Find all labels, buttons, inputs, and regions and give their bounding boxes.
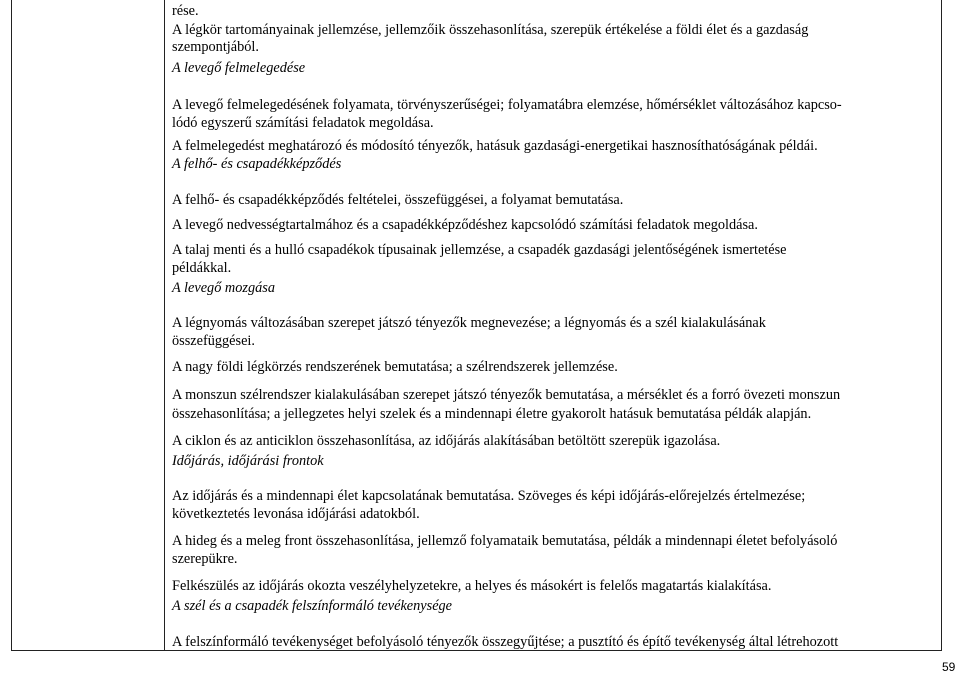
text-line: A nagy földi légkörzés rendszerének bemutatása; a szélrendszerek jellemzése. (172, 359, 618, 375)
section-heading: A szél és a csapadék felszínformáló tevékenysége (172, 598, 453, 614)
text-line: összehasonlítása; a jellegzetes helyi szelek és a mindennapi életre gyakorolt hatásuk bemutatása példák alapján. (172, 406, 812, 422)
text-line: összefüggései. (172, 333, 255, 349)
text-line: A felmelegedést meghatározó és módosító tényezők, hatásuk gazdasági-energetikai hasznosíthatóságának példái. (172, 138, 818, 154)
text-line: A monszun szélrendszer kialakulásában szerepet játszó tényezők bemutatása, a mérséklet és a forró övezeti monszun (172, 387, 841, 403)
text-line: A talaj menti és a hulló csapadékok típusainak jellemzése, a csapadék gazdasági jelentőségének ismertetése (172, 242, 787, 258)
text-line: A légnyomás változásában szerepet játszó tényezők megnevezése; a légnyomás és a szél kialakulásának (172, 315, 766, 331)
text-line: A légkör tartományainak jellemzése, jellemzőik összehasonlítása, szerepük értékelése a földi élet és a gazdaság (172, 22, 809, 38)
text-line: Az időjárás és a mindennapi élet kapcsolatának bemutatása. Szöveges és képi időjárás-előrejelzés értelmezése; (172, 488, 806, 504)
left-column (12, 0, 165, 650)
section-heading: A levegő mozgása (172, 280, 275, 296)
text-line: lódó egyszerű számítási feladatok megoldása. (172, 115, 434, 131)
section-heading: A levegő felmelegedése (172, 60, 306, 76)
text-line: A ciklon és az anticiklon összehasonlítása, az időjárás alakításában betöltött szerepük igazolása. (172, 433, 721, 449)
text-line: szerepükre. (172, 551, 238, 567)
section-heading: A felhő- és csapadékképződés (172, 156, 342, 172)
text-line: rése. (172, 3, 199, 19)
table-frame (11, 0, 942, 651)
text-line: következtetés levonása időjárási adatokból. (172, 506, 420, 522)
text-line: A levegő nedvességtartalmához és a csapadékképződéshez kapcsolódó számítási feladatok megoldása. (172, 217, 758, 233)
text-line: A felhő- és csapadékképződés feltételei, összefüggései, a folyamat bemutatása. (172, 192, 624, 208)
text-line: A felszínformáló tevékenységet befolyásoló tényezők összegyűjtése; a pusztító és építő tevékenység által létrehozott (172, 634, 839, 650)
page-number: 59 (942, 660, 956, 674)
text-line: A levegő felmelegedésének folyamata, törvényszerűségei; folyamatábra elemzése, hőmérséklet változásához kapcso- (172, 97, 842, 113)
text-line: Felkészülés az időjárás okozta veszélyhelyzetekre, a helyes és másokért is felelős magatartás kialakítása. (172, 578, 772, 594)
text-line: A hideg és a meleg front összehasonlítása, jellemző folyamataik bemutatása, példák a mindennapi életet befolyásoló (172, 533, 838, 549)
section-heading: Időjárás, időjárási frontok (172, 453, 324, 469)
text-line: példákkal. (172, 260, 232, 276)
text-line: szempontjából. (172, 39, 259, 55)
